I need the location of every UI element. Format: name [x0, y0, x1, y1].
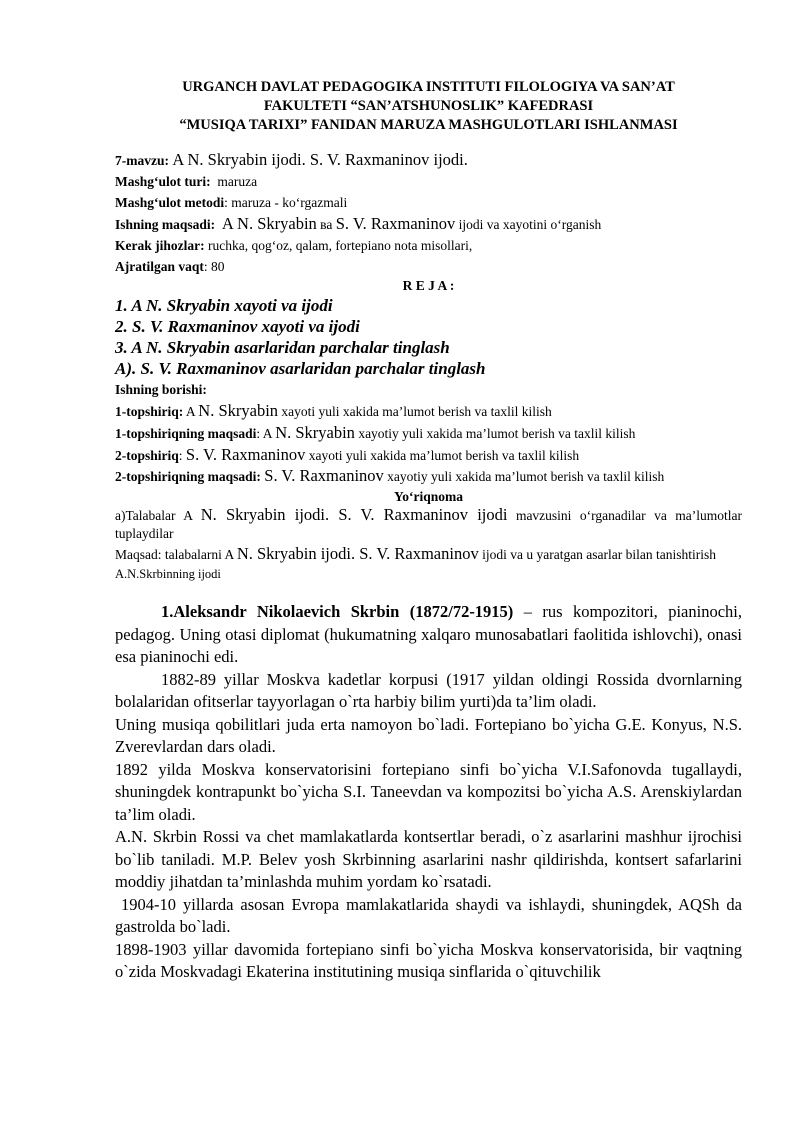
task-name: S. V. Raxmaninov: [185, 445, 306, 464]
task-pre: :: [178, 448, 183, 463]
document-header: [115, 78, 742, 135]
meta-goal-label: Ishning maqsadi:: [115, 217, 216, 232]
guide-goal: [115, 545, 742, 564]
task-rest: xayoti yuli xakida ma’lumot berish va taxlil kilish: [308, 448, 580, 463]
meta-time-label: Ajratilgan vaqt: [115, 259, 204, 274]
plan-title: R E J A :: [402, 278, 455, 293]
header-line-3: “MUSIQA TARIXI” FANIDAN MARUZA MASHGULOTLARI ISHLANMASI: [179, 117, 678, 133]
meta-method-value: : maruza - ko‘rgazmali: [224, 195, 348, 210]
progress-label: [115, 379, 742, 400]
meta-topic-value: A N. Skryabin ijodi. S. V. Raxmaninov ijodi.: [172, 150, 468, 169]
task-name: N. Skryabin: [275, 423, 355, 442]
task-1-goal: [115, 422, 742, 444]
meta-goal-conj: ва: [320, 217, 333, 232]
lesson-meta: [115, 149, 742, 277]
guide-a-rest: mavzusini o‘rganadilar va ma’lumotlar tuplaydilar: [115, 508, 743, 541]
task-rest: xayoti yuli xakida ma’lumot berish va taxlil kilish: [281, 404, 552, 419]
body-paragraph-6: 1904-10 yillarda asosan Evropa mamlakatlarida shaydi va ishlaydi, shuningdek, AQSh da gastrolda bo`ladi.: [115, 894, 742, 936]
body-paragraph-7: 1898-1903 yillar davomida fortepiano sinfi bo`yicha Moskva konservatorisida, bir vaqtning o`zida Moskvadagi Ekaterina institutining musiqa sinflarida o`qituvchilik: [115, 939, 742, 981]
meta-type-value: maruza: [217, 174, 258, 189]
guide-item-a: [115, 506, 742, 543]
task-pre: A: [185, 404, 195, 419]
meta-equipment: [115, 235, 742, 256]
body-paragraph-3: Uning musiqa qobilitlari juda erta namoyon bo`ladi. Fortepiano bo`yicha G.E. Konyus, N.S. Zverevlardan dars oladi.: [115, 714, 742, 756]
plan-item: 1. A N. Skryabin xayoti va ijodi: [115, 296, 333, 315]
meta-type: [115, 171, 742, 192]
body-paragraph-1-text: – rus kompozitori, pianinochi, pedagog. Uning otasi diplomat (hukumatning xalqaro munosabatlari faolitida ishlovchi), onasi esa pianinochi edi.: [115, 602, 742, 666]
body-paragraph-4: 1892 yilda Moskva konservatorisini fortepiano sinfi bo`yicha V.I.Safonovda tugallaydi, shuningdek kontrapunkt bo`yicha S.I. Taneevdan va kompozitsi bo`yicha A.S. Arenskiylardan ta’lim oladi.: [115, 759, 742, 824]
task-rest: xayotiy yuli xakida ma’lumot berish va taxlil kilish: [358, 426, 636, 441]
meta-goal: [115, 213, 742, 235]
meta-time-value: : 80: [203, 259, 225, 274]
document-page: [115, 78, 742, 984]
guide-a-names: N. Skryabin ijodi. S. V. Raxmaninov ijodi: [200, 505, 508, 524]
body-paragraph-1: [115, 601, 742, 669]
task-2-goal: [115, 466, 742, 486]
plan-list: [115, 295, 742, 379]
meta-equipment-value: ruchka, qog‘oz, qalam, fortepiano nota misollari,: [207, 238, 473, 253]
guide-goal-names: N. Skryabin ijodi. S. V. Raxmaninov: [236, 544, 479, 563]
body-paragraph-2: 1882-89 yillar Moskva kadetlar korpusi (1917 yildan oldingi Rossida dvornlarning bolalaridan ofitserlar tayyorlagan o`rta harbiy bilim yurti)da ta’lim oladi.: [115, 669, 742, 711]
meta-topic-label: 7-mavzu:: [115, 153, 169, 168]
task-label: 2-topshiriq: [115, 448, 179, 463]
meta-time: [115, 256, 742, 277]
meta-topic: [115, 149, 742, 171]
guide-a-pre: a)Talabalar A: [115, 508, 193, 523]
meta-goal-name-b: S. V. Raxmaninov: [335, 214, 456, 233]
task-2: [115, 444, 742, 466]
task-label: 2-topshiriqning maqsadi:: [115, 469, 261, 484]
meta-method-label: Mashg‘ulot metodi: [115, 195, 225, 210]
meta-method: [115, 192, 742, 213]
section-caption: A.N.Skrbinning ijodi: [115, 567, 221, 581]
task-1: [115, 400, 742, 422]
guide-title: Yo‘riqnoma: [393, 489, 463, 504]
task-rest: xayotiy yuli xakida ma’lumot berish va taxlil kilish: [387, 469, 665, 484]
task-pre: : A: [256, 426, 272, 441]
body-paragraph-5: A.N. Skrbin Rossi va chet mamlakatlarda kontsertlar beradi, o`z asarlarini mashhur ijrochisi bo`lib taniladi. M.P. Belev yosh Skrbinning asarlarini nashr qildirishda, kontsert safarlarini moddiy jihatdan ta’minlashda muhim yordam ko`rsatadi.: [115, 827, 742, 891]
header-line-2: FAKULTETI “SAN’ATSHUNOSLIK” KAFEDRASI: [263, 98, 594, 114]
composer-name-heading: 1.Aleksandr Nikolaevich Skrbin (1872/72-1915): [161, 602, 514, 621]
plan-item: A). S. V. Raxmaninov asarlaridan parchalar tinglash: [115, 359, 486, 378]
task-label: 1-topshiriq:: [115, 404, 184, 419]
guide-goal-pre: Maqsad: talabalarni A: [115, 547, 234, 562]
guide-goal-rest: ijodi va u yaratgan asarlar bilan tanishtirish: [482, 547, 717, 562]
meta-goal-rest: ijodi va xayotini o‘rganish: [458, 217, 602, 232]
meta-goal-name-a: A N. Skryabin: [221, 214, 317, 233]
meta-type-label: Mashg‘ulot turi:: [115, 174, 211, 189]
task-name: N. Skryabin: [198, 401, 279, 420]
plan-item: 2. S. V. Raxmaninov xayoti va ijodi: [115, 317, 360, 336]
progress-label-text: Ishning borishi:: [115, 382, 207, 397]
header-line-1: URGANCH DAVLAT PEDAGOGIKA INSTITUTI FILOLOGIYA VA SAN’AT: [182, 79, 675, 95]
task-label: 1-topshiriqning maqsadi: [115, 426, 257, 441]
meta-equipment-label: Kerak jihozlar:: [115, 238, 205, 253]
plan-item: 3. A N. Skryabin asarlaridan parchalar tinglash: [115, 338, 450, 357]
task-name: S. V. Raxmaninov: [264, 466, 384, 485]
